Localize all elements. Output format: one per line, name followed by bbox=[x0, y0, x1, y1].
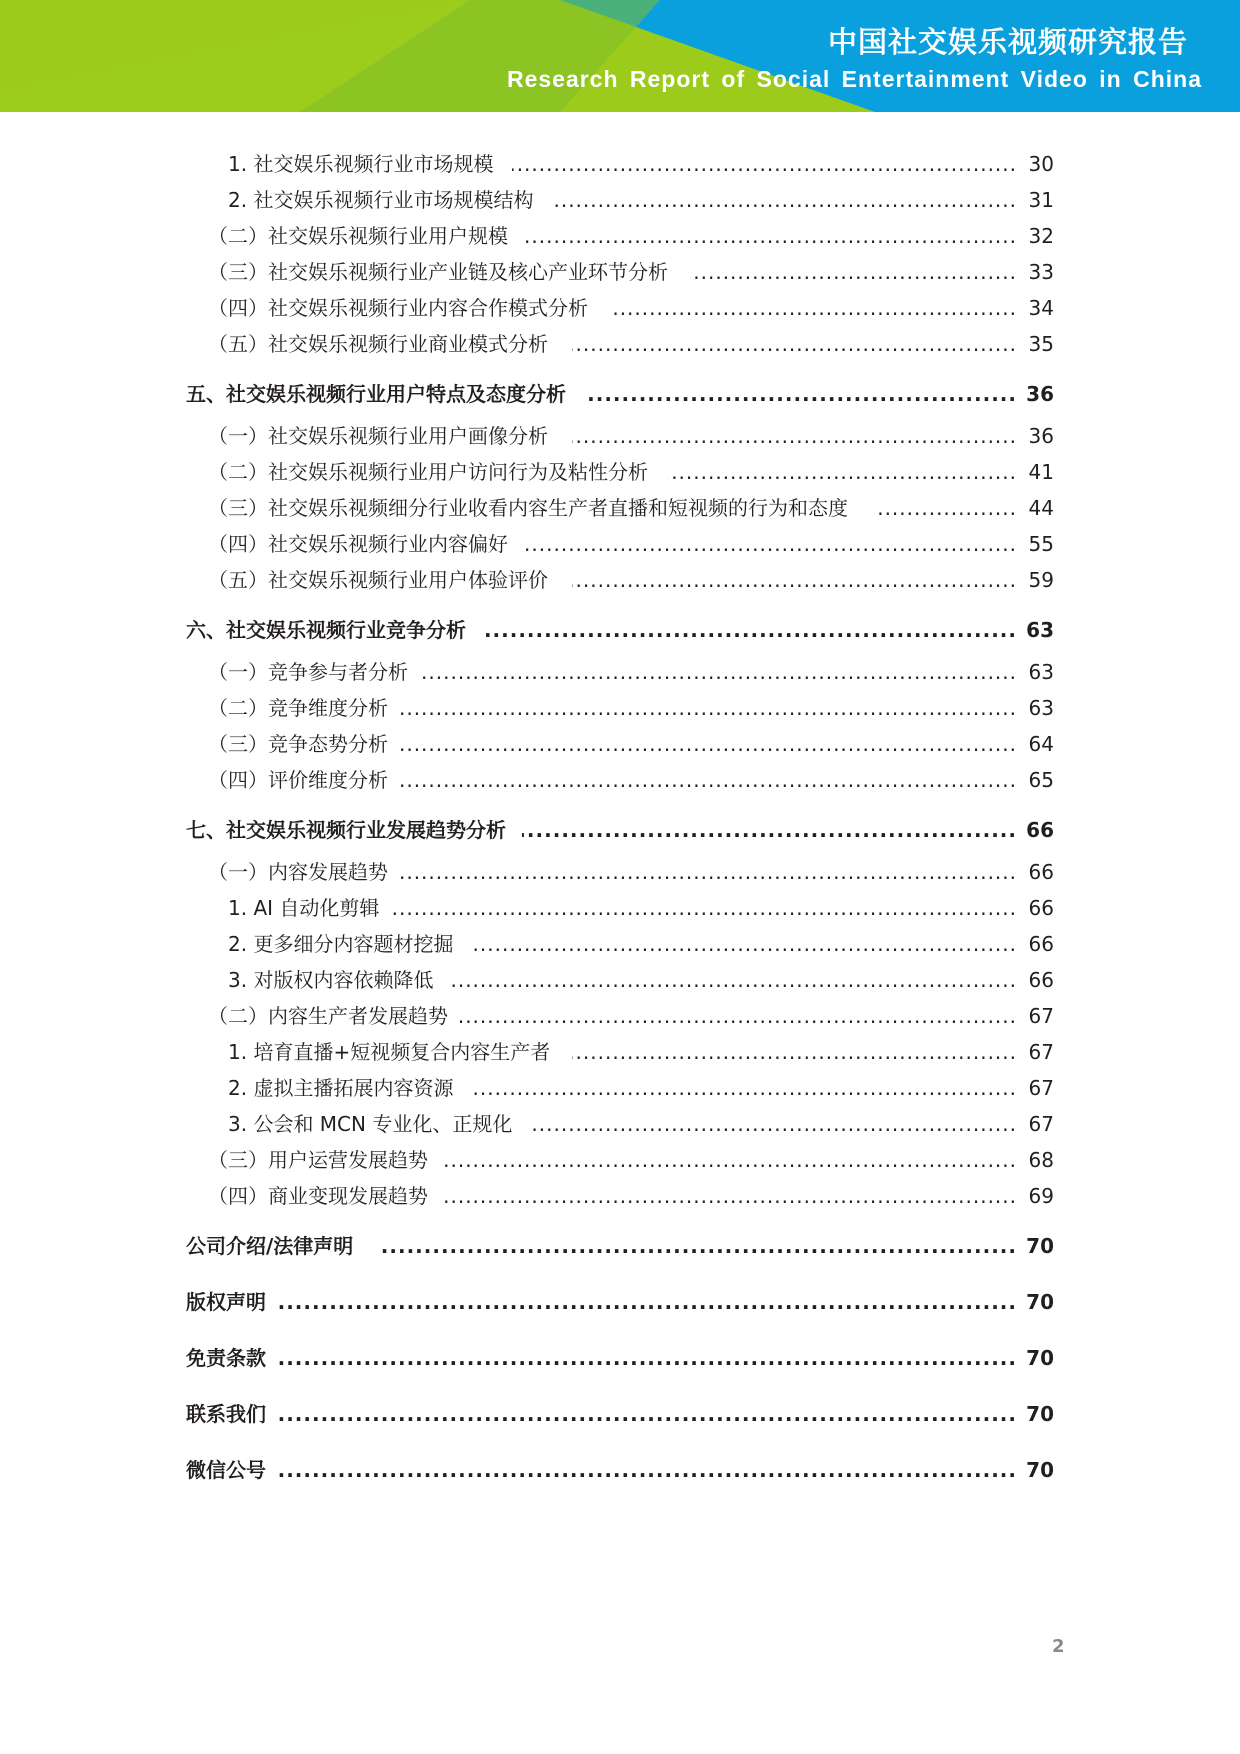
toc-entry-page: 44 bbox=[1028, 496, 1054, 520]
toc-entry[interactable] bbox=[186, 146, 1054, 182]
toc-entry[interactable] bbox=[186, 326, 1054, 362]
toc-leader-dots bbox=[450, 962, 1017, 998]
toc-leader-dots bbox=[278, 1390, 1017, 1438]
page-number: 2 bbox=[1052, 1636, 1065, 1657]
toc-leader-dots bbox=[530, 1106, 1017, 1142]
toc-entry-page: 67 bbox=[1028, 1076, 1054, 1100]
toc-chapter[interactable] bbox=[186, 1334, 1054, 1382]
toc-entry[interactable] bbox=[186, 1070, 1054, 1106]
toc-entry-page: 31 bbox=[1028, 188, 1054, 212]
toc-chapter-page: 66 bbox=[1026, 818, 1054, 842]
toc-entry-page: 67 bbox=[1028, 1112, 1054, 1136]
toc-leader-dots bbox=[472, 926, 1017, 962]
toc-entry-page: 55 bbox=[1028, 532, 1054, 556]
toc-leader-dots bbox=[526, 218, 1017, 254]
toc-entry-label: （二）社交娱乐视频行业用户访问行为及粘性分析 bbox=[208, 460, 648, 484]
toc-entry[interactable] bbox=[186, 254, 1054, 290]
toc-chapter-label: 七、社交娱乐视频行业发展趋势分析 bbox=[186, 818, 506, 842]
toc-entry-label: 3. 对版权内容依赖降低 bbox=[228, 968, 434, 992]
toc-entry[interactable] bbox=[186, 654, 1054, 690]
toc-entry[interactable] bbox=[186, 182, 1054, 218]
toc-leader-dots bbox=[472, 1070, 1017, 1106]
toc-leader-dots bbox=[522, 806, 1017, 854]
toc-leader-dots bbox=[552, 182, 1017, 218]
toc-entry-label: （二）内容生产者发展趋势 bbox=[208, 1004, 448, 1028]
toc-entry-page: 30 bbox=[1028, 152, 1054, 176]
toc-chapter-page: 36 bbox=[1026, 382, 1054, 406]
toc-entry[interactable] bbox=[186, 290, 1054, 326]
toc-leader-dots bbox=[440, 1178, 1017, 1214]
toc-leader-dots bbox=[398, 762, 1017, 798]
toc-entry-page: 67 bbox=[1028, 1040, 1054, 1064]
toc-entry-page: 34 bbox=[1028, 296, 1054, 320]
toc-chapter[interactable] bbox=[186, 1222, 1054, 1270]
toc-entry-page: 66 bbox=[1028, 932, 1054, 956]
toc-entry[interactable] bbox=[186, 1034, 1054, 1070]
toc-entry[interactable] bbox=[186, 526, 1054, 562]
toc-entry-label: （三）竞争态势分析 bbox=[208, 732, 388, 756]
toc-leader-dots bbox=[398, 726, 1017, 762]
toc-chapter-label: 五、社交娱乐视频行业用户特点及态度分析 bbox=[186, 382, 566, 406]
toc-entry-label: 2. 虚拟主播拓展内容资源 bbox=[228, 1076, 454, 1100]
toc-entry-label: 1. 社交娱乐视频行业市场规模 bbox=[228, 152, 494, 176]
toc-entry-label: （五）社交娱乐视频行业用户体验评价 bbox=[208, 568, 548, 592]
toc-entry-label: 1. 培育直播+短视频复合内容生产者 bbox=[228, 1040, 551, 1064]
toc-leader-dots bbox=[878, 490, 1017, 526]
toc-entry[interactable] bbox=[186, 454, 1054, 490]
toc-leader-dots bbox=[278, 1446, 1017, 1494]
toc-leader-dots bbox=[482, 606, 1017, 654]
toc-entry-label: （三）社交娱乐视频行业产业链及核心产业环节分析 bbox=[208, 260, 668, 284]
toc-entry[interactable] bbox=[186, 1178, 1054, 1214]
toc-leader-dots bbox=[572, 562, 1017, 598]
toc-chapter-page: 70 bbox=[1026, 1234, 1054, 1258]
toc-leader-dots bbox=[572, 1034, 1017, 1070]
toc-chapter-label: 免责条款 bbox=[186, 1346, 266, 1370]
toc-leader-dots bbox=[572, 418, 1017, 454]
toc-chapter-label: 联系我们 bbox=[186, 1402, 266, 1426]
toc-entry-label: 2. 更多细分内容题材挖掘 bbox=[228, 932, 454, 956]
report-header-banner bbox=[0, 0, 1240, 112]
toc-entry[interactable] bbox=[186, 762, 1054, 798]
toc-entry-page: 65 bbox=[1028, 768, 1054, 792]
toc-entry[interactable] bbox=[186, 1106, 1054, 1142]
toc-entry-page: 67 bbox=[1028, 1004, 1054, 1028]
toc-entry-page: 36 bbox=[1028, 424, 1054, 448]
toc-leader-dots bbox=[614, 290, 1017, 326]
toc-entry-page: 35 bbox=[1028, 332, 1054, 356]
toc-leader-dots bbox=[278, 1278, 1017, 1326]
toc-entry[interactable] bbox=[186, 962, 1054, 998]
toc-entry-page: 69 bbox=[1028, 1184, 1054, 1208]
toc-leader-dots bbox=[512, 146, 1017, 182]
toc-entry-page: 32 bbox=[1028, 224, 1054, 248]
toc-entry-label: （四）社交娱乐视频行业内容偏好 bbox=[208, 532, 508, 556]
toc-entry-label: （四）社交娱乐视频行业内容合作模式分析 bbox=[208, 296, 588, 320]
toc-leader-dots bbox=[668, 454, 1017, 490]
toc-entry[interactable] bbox=[186, 926, 1054, 962]
toc-entry-page: 66 bbox=[1028, 968, 1054, 992]
toc-entry[interactable] bbox=[186, 562, 1054, 598]
toc-entry-page: 64 bbox=[1028, 732, 1054, 756]
toc-chapter[interactable] bbox=[186, 806, 1054, 854]
toc-entry-label: （一）社交娱乐视频行业用户画像分析 bbox=[208, 424, 548, 448]
toc-leader-dots bbox=[390, 890, 1017, 926]
toc-entry[interactable] bbox=[186, 854, 1054, 890]
toc-leader-dots bbox=[572, 326, 1017, 362]
toc-entry-label: （一）内容发展趋势 bbox=[208, 860, 388, 884]
toc-leader-dots bbox=[458, 998, 1017, 1034]
table-of-contents bbox=[186, 146, 1054, 1494]
toc-entry-label: （四）商业变现发展趋势 bbox=[208, 1184, 428, 1208]
toc-entry-label: （四）评价维度分析 bbox=[208, 768, 388, 792]
toc-entry-label: 1. AI 自动化剪辑 bbox=[228, 896, 380, 920]
toc-entry-page: 66 bbox=[1028, 860, 1054, 884]
toc-leader-dots bbox=[690, 254, 1017, 290]
toc-entry-page: 68 bbox=[1028, 1148, 1054, 1172]
toc-entry[interactable] bbox=[186, 690, 1054, 726]
toc-chapter-page: 70 bbox=[1026, 1458, 1054, 1482]
toc-entry-page: 33 bbox=[1028, 260, 1054, 284]
toc-leader-dots bbox=[418, 654, 1017, 690]
toc-chapter-page: 70 bbox=[1026, 1346, 1054, 1370]
toc-leader-dots bbox=[526, 526, 1017, 562]
toc-leader-dots bbox=[382, 1222, 1017, 1270]
toc-chapter[interactable] bbox=[186, 606, 1054, 654]
toc-chapter[interactable] bbox=[186, 370, 1054, 418]
toc-entry-label: （三）社交娱乐视频细分行业收看内容生产者直播和短视频的行为和态度 bbox=[208, 496, 848, 520]
toc-entry[interactable] bbox=[186, 1142, 1054, 1178]
toc-chapter-page: 63 bbox=[1026, 618, 1054, 642]
toc-entry[interactable] bbox=[186, 490, 1054, 526]
toc-leader-dots bbox=[398, 854, 1017, 890]
toc-leader-dots bbox=[440, 1142, 1017, 1178]
toc-chapter-page: 70 bbox=[1026, 1402, 1054, 1426]
toc-entry-page: 59 bbox=[1028, 568, 1054, 592]
toc-leader-dots bbox=[398, 690, 1017, 726]
toc-entry-label: （二）社交娱乐视频行业用户规模 bbox=[208, 224, 508, 248]
toc-entry[interactable] bbox=[186, 218, 1054, 254]
toc-entry-label: （三）用户运营发展趋势 bbox=[208, 1148, 428, 1172]
toc-entry-page: 63 bbox=[1028, 696, 1054, 720]
toc-chapter[interactable] bbox=[186, 1278, 1054, 1326]
toc-chapter[interactable] bbox=[186, 1390, 1054, 1438]
toc-leader-dots bbox=[278, 1334, 1017, 1382]
toc-chapter-label: 微信公号 bbox=[186, 1458, 266, 1482]
toc-entry-label: 3. 公会和 MCN 专业化、正规化 bbox=[228, 1112, 513, 1136]
toc-chapter-label: 公司介绍/法律声明 bbox=[186, 1234, 354, 1258]
toc-leader-dots bbox=[586, 370, 1017, 418]
toc-chapter[interactable] bbox=[186, 1446, 1054, 1494]
toc-entry[interactable] bbox=[186, 998, 1054, 1034]
toc-entry-label: （二）竞争维度分析 bbox=[208, 696, 388, 720]
toc-chapter-page: 70 bbox=[1026, 1290, 1054, 1314]
toc-chapter-label: 六、社交娱乐视频行业竞争分析 bbox=[186, 618, 466, 642]
toc-entry[interactable] bbox=[186, 890, 1054, 926]
toc-entry[interactable] bbox=[186, 726, 1054, 762]
header-title-en: Research Report of Social Entertainment Video in China bbox=[506, 66, 1202, 92]
toc-entry-label: （一）竞争参与者分析 bbox=[208, 660, 408, 684]
toc-entry-label: 2. 社交娱乐视频行业市场规模结构 bbox=[228, 188, 534, 212]
toc-entry-page: 66 bbox=[1028, 896, 1054, 920]
header-title-cn: 中国社交娱乐视频研究报告 bbox=[827, 25, 1188, 59]
toc-entry-label: （五）社交娱乐视频行业商业模式分析 bbox=[208, 332, 548, 356]
toc-entry-page: 41 bbox=[1028, 460, 1054, 484]
toc-entry-page: 63 bbox=[1028, 660, 1054, 684]
toc-chapter-label: 版权声明 bbox=[186, 1290, 266, 1314]
toc-entry[interactable] bbox=[186, 418, 1054, 454]
